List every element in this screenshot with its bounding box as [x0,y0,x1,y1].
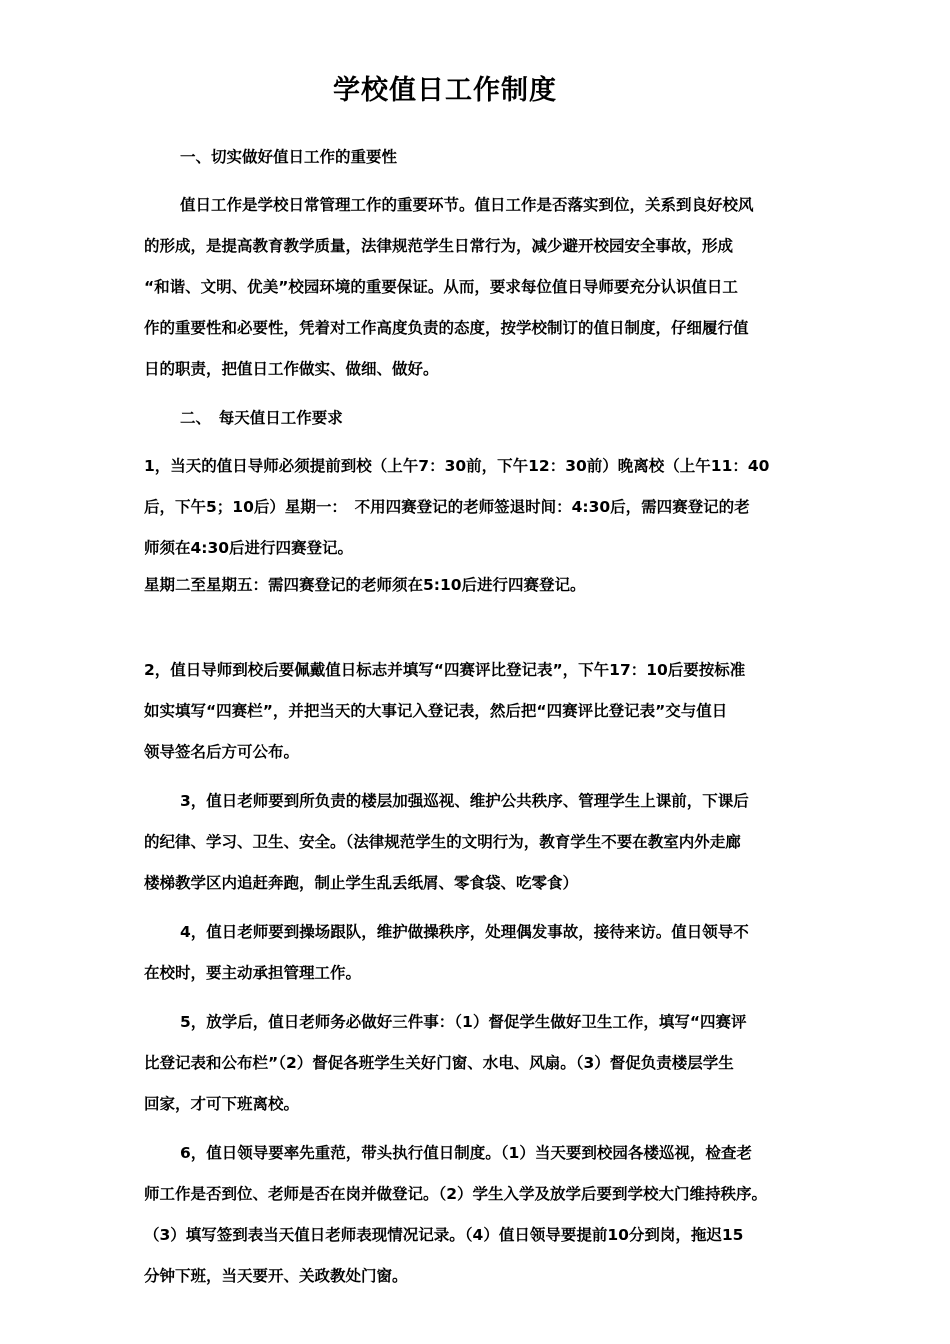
paragraph-line: 的形成，是提高教育教学质量，法律规范学生日常行为，减少避开校园安全事故，形成 [144,237,734,255]
paragraph-line: 1，当天的值日导师必须提前到校（上午7：30前，下午12：30前）晚离校（上午11：40 [144,457,770,475]
document-title: 学校值日工作制度 [333,75,557,106]
paragraph-line: 如实填写“四赛栏”，并把当天的大事记入登记表，然后把“四赛评比登记表”交与值日 [144,702,728,720]
section-heading-1: 一、切实做好值日工作的重要性 [180,148,398,166]
paragraph-line: 分钟下班，当天要开、关政教处门窗。 [144,1267,408,1285]
paragraph-line: （3）填写签到表当天值日老师表现情况记录。（4）值日领导要提前10分到岗，拖迟15 [144,1226,744,1244]
paragraph-line: 作的重要性和必要性，凭着对工作高度负责的态度，按学校制订的值日制度，仔细履行值 [144,319,749,337]
paragraph-line: 师工作是否到位、老师是否在岗并做登记。（2）学生入学及放学后要到学校大门维持秩序。 [144,1185,768,1203]
paragraph-line: 值日工作是学校日常管理工作的重要环节。值日工作是否落实到位，关系到良好校风 [180,196,754,214]
paragraph-line: 星期二至星期五：需四赛登记的老师须在5:10后进行四赛登记。 [144,576,586,594]
paragraph-line: 楼梯教学区内追赶奔跑，制止学生乱丢纸屑、零食袋、吃零食） [144,874,579,892]
paragraph-line: 3，值日老师要到所负责的楼层加强巡视、维护公共秩序、管理学生上课前，下课后 [180,792,749,810]
paragraph-line: 师须在4:30后进行四赛登记。 [144,539,354,557]
paragraph-line: 6，值日领导要率先重范，带头执行值日制度。（1）当天要到校园各楼巡视，检查老 [180,1144,752,1162]
paragraph-line: 回家，才可下班离校。 [144,1095,300,1113]
paragraph-line: 4，值日老师要到操场跟队，维护做操秩序，处理偶发事故，接待来访。值日领导不 [180,923,749,941]
paragraph-line: 2，值日导师到校后要佩戴值日标志并填写“四赛评比登记表”，下午17：10后要按标准 [144,661,746,679]
paragraph-line: 领导签名后方可公布。 [144,743,300,761]
section-heading-2: 二、 每天值日工作要求 [180,409,343,427]
paragraph-line: 后，下午5；10后）星期一： 不用四赛登记的老师签退时间：4:30后，需四赛登记的老 [144,498,750,516]
paragraph-line: “和谐、文明、优美”校园环境的重要保证。从而，要求每位值日导师要充分认识值日工 [144,278,738,296]
paragraph-line: 在校时，要主动承担管理工作。 [144,964,362,982]
paragraph-line: 比登记表和公布栏”（2）督促各班学生关好门窗、水电、风扇。（3）督促负责楼层学生 [144,1054,734,1072]
paragraph-line: 5，放学后，值日老师务必做好三件事：（1）督促学生做好卫生工作，填写“四赛评 [180,1013,747,1031]
paragraph-line: 日的职责，把值日工作做实、做细、做好。 [144,360,439,378]
paragraph-line: 的纪律、学习、卫生、安全。（法律规范学生的文明行为，教育学生不要在教室内外走廊 [144,833,741,851]
